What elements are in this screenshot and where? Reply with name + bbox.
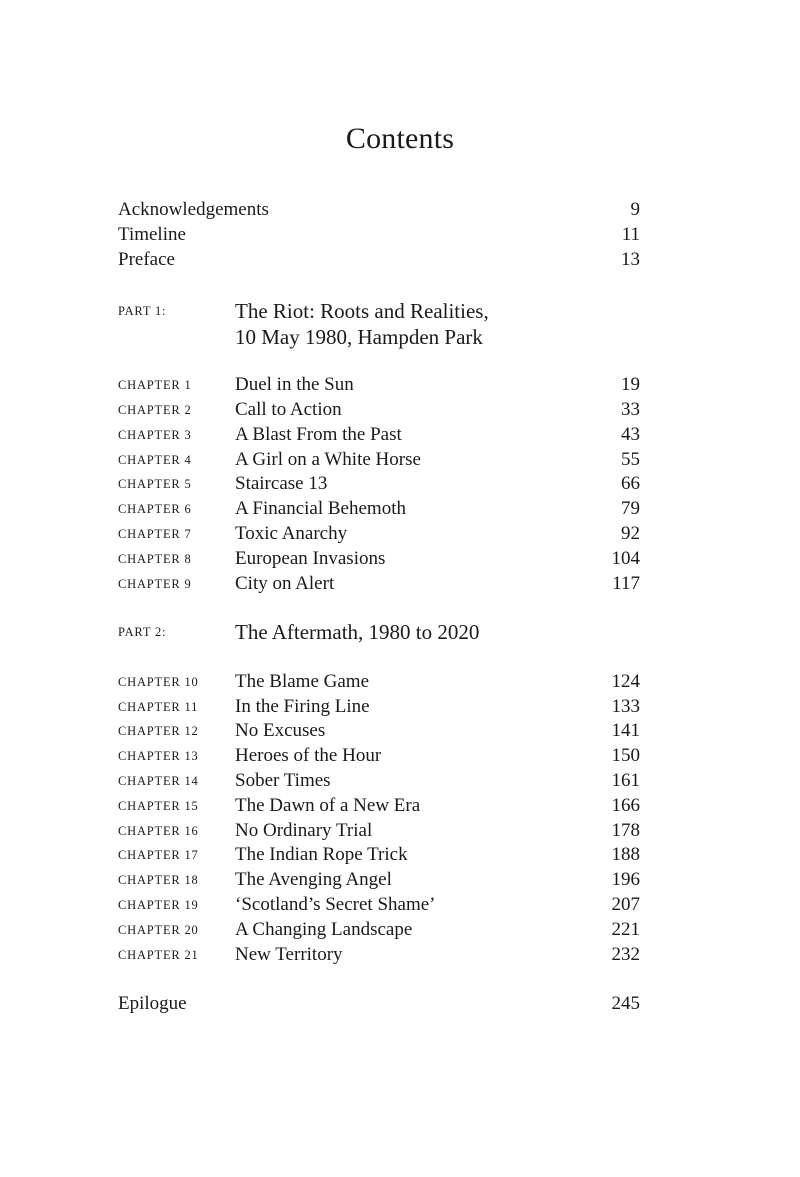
entry-page: 13: [621, 249, 640, 270]
chapter-title: ‘Scotland’s Secret Shame’: [235, 894, 436, 915]
chapter-title: A Blast From the Past: [235, 424, 402, 445]
chapter-label: CHAPTER 4: [118, 453, 192, 467]
chapter-label: CHAPTER 3: [118, 428, 192, 442]
chapter-label: CHAPTER 15: [118, 799, 199, 813]
chapter-label: CHAPTER 11: [118, 700, 199, 714]
toc-chapter[interactable]: [118, 893, 640, 917]
chapter-label: CHAPTER 5: [118, 477, 192, 491]
toc-chapter[interactable]: [118, 522, 640, 546]
toc-chapter[interactable]: [118, 398, 640, 422]
chapter-page: 43: [621, 424, 640, 445]
toc-entry-preface[interactable]: [118, 248, 640, 272]
chapter-title: The Blame Game: [235, 671, 370, 692]
toc-chapter[interactable]: [118, 719, 640, 743]
chapter-label: CHAPTER 18: [118, 873, 199, 887]
chapter-page: 55: [621, 449, 640, 470]
part-title-line-1: The Aftermath, 1980 to 2020: [235, 620, 480, 644]
toc-chapter[interactable]: [118, 868, 640, 892]
chapter-label: CHAPTER 16: [118, 824, 199, 838]
chapter-page: 207: [611, 894, 640, 915]
chapter-title: Toxic Anarchy: [235, 523, 348, 544]
chapter-page: 124: [611, 671, 640, 692]
toc-entry-epilogue[interactable]: [118, 992, 640, 1016]
toc-entry-timeline[interactable]: [118, 223, 640, 247]
chapter-label: CHAPTER 8: [118, 552, 192, 566]
entry-title: Acknowledgements: [118, 199, 269, 220]
toc-chapter[interactable]: [118, 472, 640, 496]
chapter-title: A Changing Landscape: [235, 919, 413, 940]
chapter-page: 166: [611, 795, 640, 816]
chapter-label: CHAPTER 6: [118, 502, 192, 516]
chapter-page: 117: [612, 573, 640, 594]
chapter-label: CHAPTER 9: [118, 577, 192, 591]
chapter-page: 232: [611, 944, 640, 965]
entry-title: Preface: [118, 249, 175, 270]
chapter-label: CHAPTER 21: [118, 948, 199, 962]
chapter-page: 133: [611, 696, 640, 717]
toc-chapter[interactable]: [118, 423, 640, 447]
toc-chapter[interactable]: [118, 943, 640, 967]
chapter-title: Sober Times: [235, 770, 331, 791]
chapter-label: CHAPTER 19: [118, 898, 199, 912]
chapter-title: The Indian Rope Trick: [235, 844, 408, 865]
chapter-page: 19: [621, 374, 640, 395]
chapter-label: CHAPTER 20: [118, 923, 199, 937]
chapter-page: 66: [621, 473, 640, 494]
chapter-label: CHAPTER 14: [118, 774, 199, 788]
chapter-page: 178: [611, 820, 640, 841]
toc-chapter[interactable]: [118, 819, 640, 843]
chapter-title: In the Firing Line: [235, 696, 370, 717]
chapter-title: No Excuses: [235, 720, 326, 741]
chapter-title: A Girl on a White Horse: [235, 449, 421, 470]
page-title: Contents: [345, 122, 455, 155]
chapter-title: No Ordinary Trial: [235, 820, 373, 841]
chapter-title: The Dawn of a New Era: [235, 795, 421, 816]
chapter-title: The Avenging Angel: [235, 869, 392, 890]
chapter-page: 221: [611, 919, 640, 940]
chapter-label: CHAPTER 1: [118, 378, 192, 392]
chapter-page: 79: [621, 498, 640, 519]
entry-page: 9: [630, 199, 640, 220]
toc-chapter[interactable]: [118, 547, 640, 571]
chapter-title: European Invasions: [235, 548, 386, 569]
part-title-line-2: 10 May 1980, Hampden Park: [235, 325, 483, 349]
chapter-title: Staircase 13: [235, 473, 328, 494]
toc-chapter[interactable]: [118, 769, 640, 793]
entry-page: 11: [621, 224, 640, 245]
chapter-title: A Financial Behemoth: [235, 498, 406, 519]
toc-chapter[interactable]: [118, 918, 640, 942]
toc-chapter[interactable]: [118, 670, 640, 694]
chapter-label: CHAPTER 2: [118, 403, 192, 417]
toc-chapter[interactable]: [118, 744, 640, 768]
chapter-page: 196: [611, 869, 640, 890]
part-label: PART 1:: [118, 304, 167, 318]
chapter-page: 188: [611, 844, 640, 865]
toc-chapter[interactable]: [118, 794, 640, 818]
chapter-title: New Territory: [235, 944, 343, 965]
toc-chapter[interactable]: [118, 448, 640, 472]
part-label: PART 2:: [118, 625, 167, 639]
chapter-page: 33: [621, 399, 640, 420]
part-title-line-1: The Riot: Roots and Realities,: [235, 299, 489, 323]
chapter-title: Call to Action: [235, 399, 342, 420]
chapter-title: Duel in the Sun: [235, 374, 354, 395]
entry-page: 245: [611, 993, 640, 1014]
entry-title: Epilogue: [118, 993, 187, 1014]
toc-chapter[interactable]: [118, 843, 640, 867]
chapter-title: Heroes of the Hour: [235, 745, 382, 766]
chapter-title: City on Alert: [235, 573, 335, 594]
chapter-page: 92: [621, 523, 640, 544]
toc-chapter[interactable]: [118, 695, 640, 719]
chapter-label: CHAPTER 12: [118, 724, 199, 738]
chapter-page: 104: [611, 548, 640, 569]
chapter-label: CHAPTER 17: [118, 848, 199, 862]
entry-title: Timeline: [118, 224, 186, 245]
chapter-label: CHAPTER 10: [118, 675, 199, 689]
chapter-label: CHAPTER 13: [118, 749, 199, 763]
chapter-page: 150: [611, 745, 640, 766]
toc-chapter[interactable]: [118, 373, 640, 397]
chapter-page: 161: [611, 770, 640, 791]
toc-chapter[interactable]: [118, 497, 640, 521]
toc-chapter[interactable]: [118, 572, 640, 596]
chapter-page: 141: [611, 720, 640, 741]
chapter-label: CHAPTER 7: [118, 527, 192, 541]
toc-entry-acknowledgements[interactable]: [118, 198, 640, 222]
